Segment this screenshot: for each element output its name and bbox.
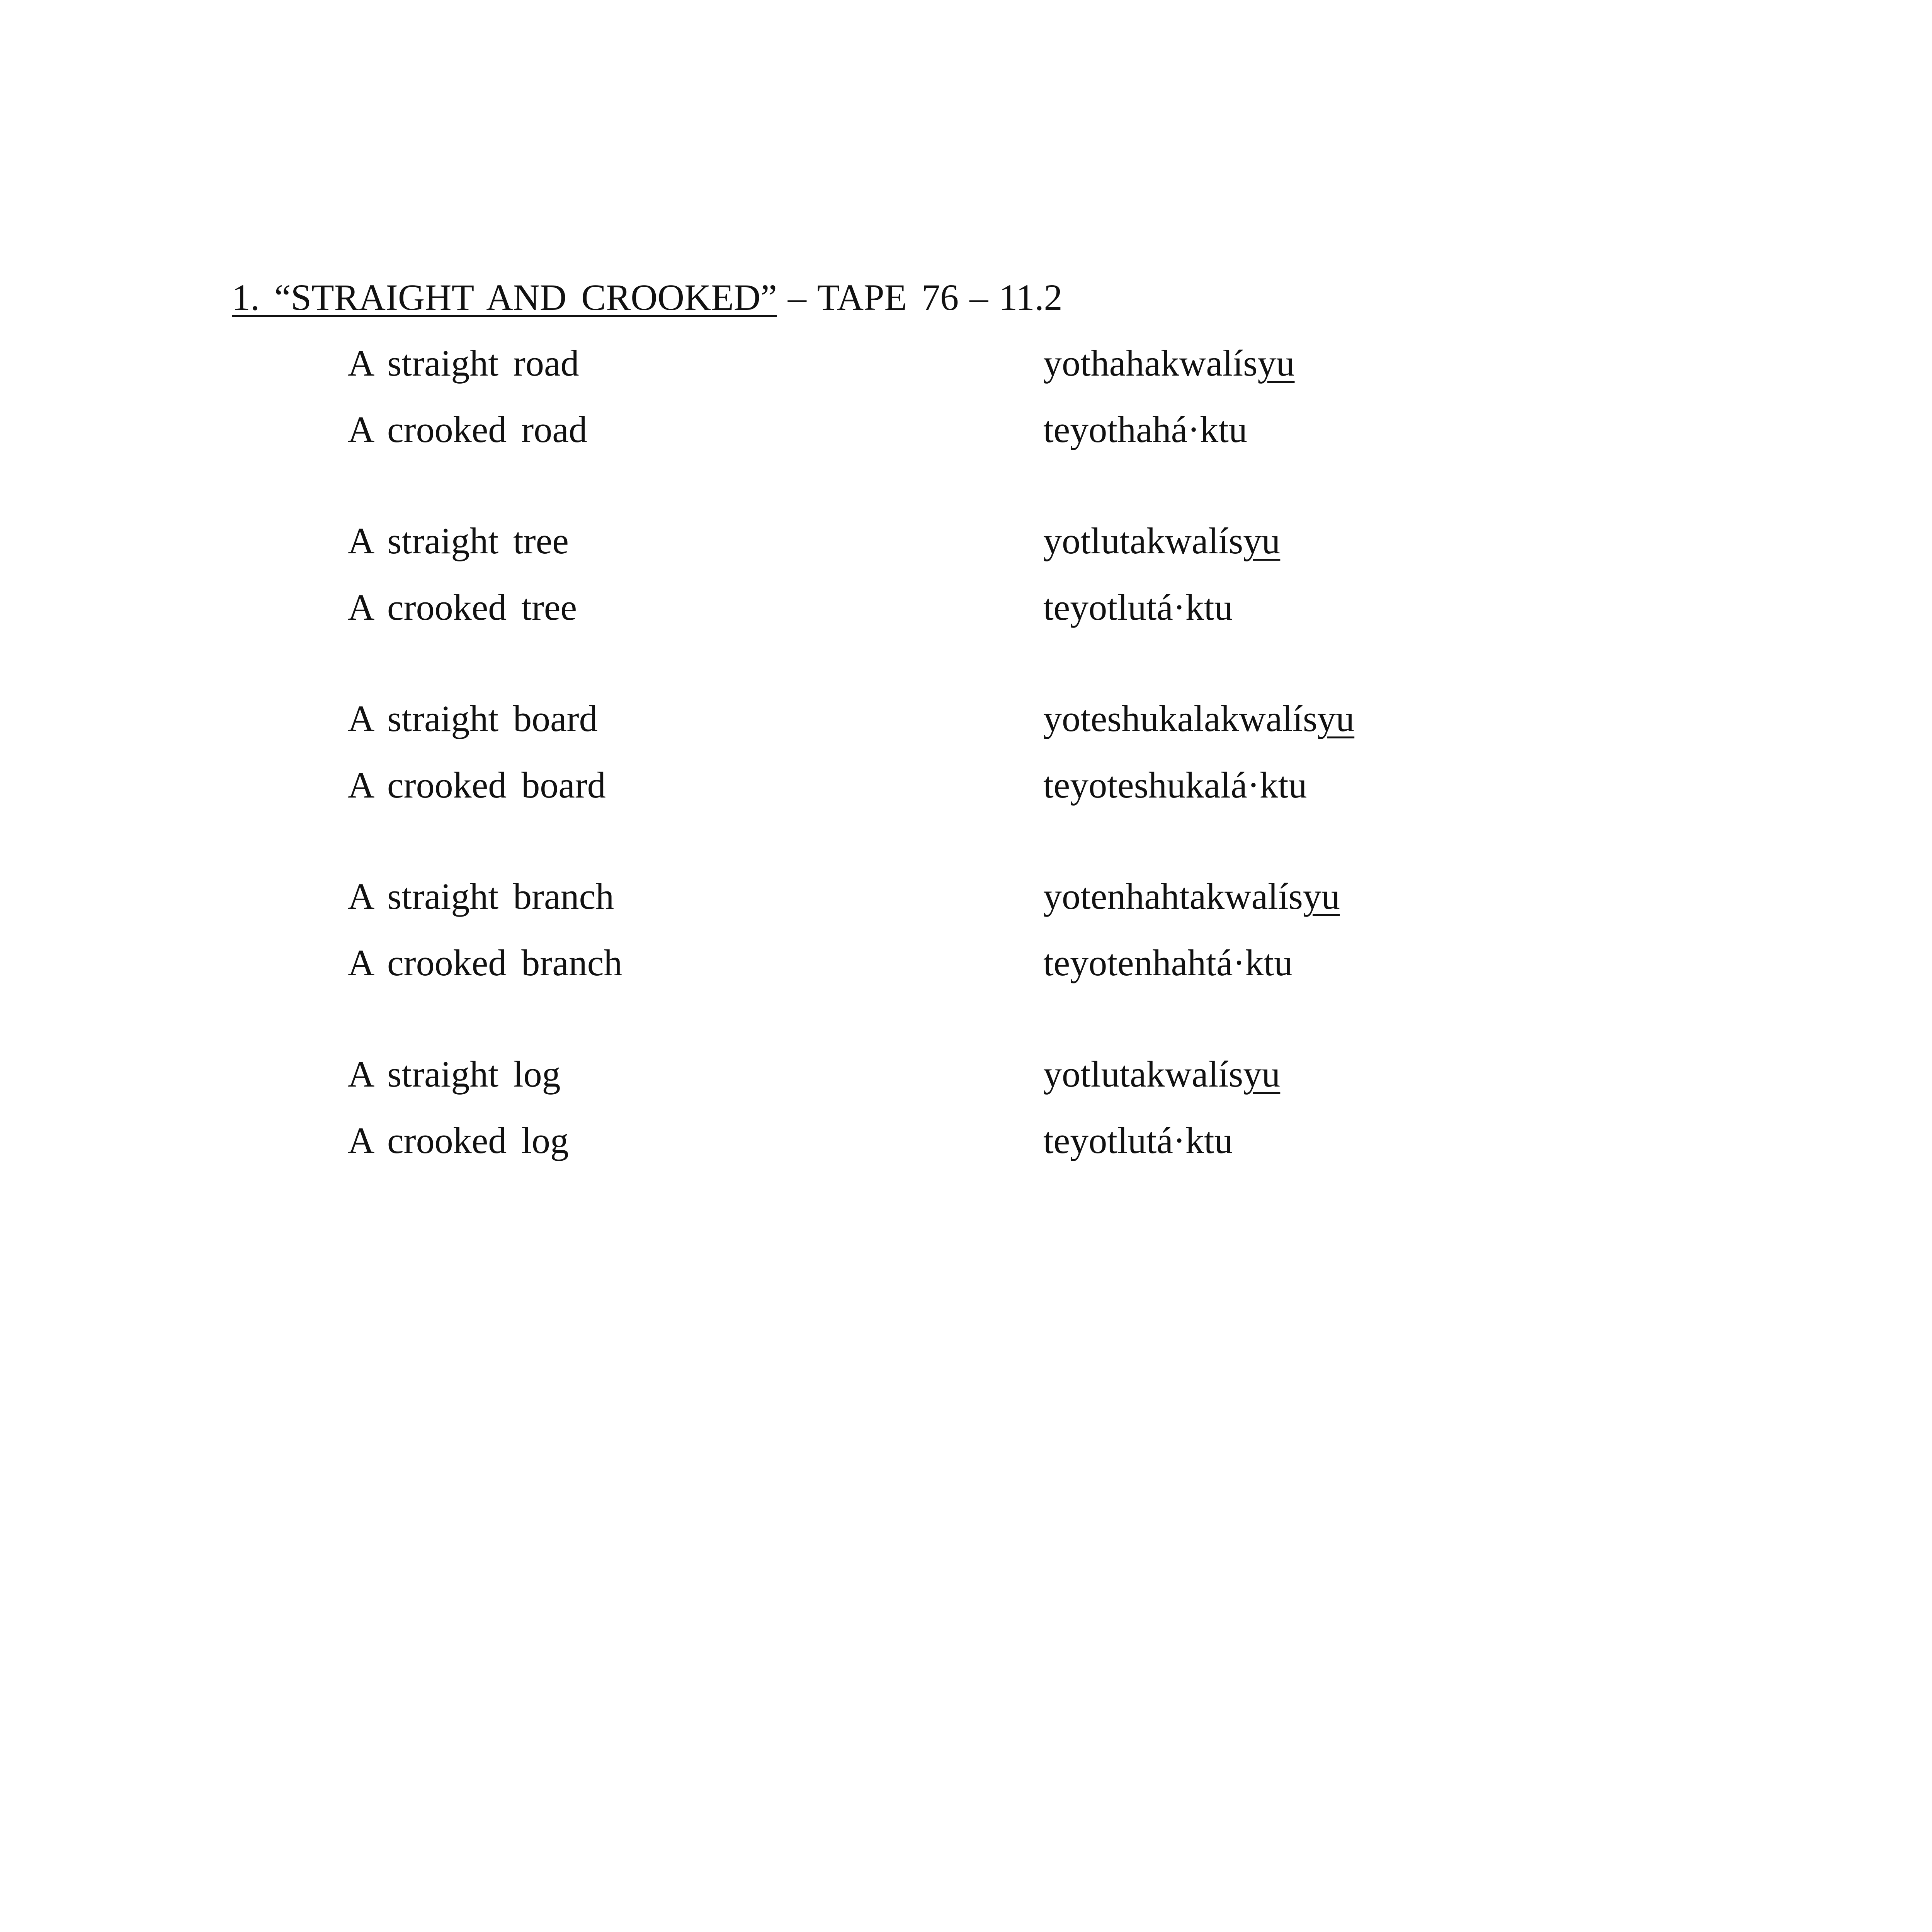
english-phrase: A crooked road bbox=[348, 409, 587, 450]
english-phrase: A straight log bbox=[348, 1053, 561, 1095]
vocabulary-row bbox=[0, 582, 1932, 633]
english-phrase: A straight tree bbox=[348, 520, 569, 561]
native-word: teyotenhahtá·ktu bbox=[1043, 942, 1293, 983]
vocabulary-row bbox=[0, 871, 1932, 922]
english-phrase: A straight board bbox=[348, 698, 598, 739]
vocabulary-row bbox=[0, 938, 1932, 988]
native-word: yotlutakwalísyu bbox=[1043, 520, 1281, 561]
vocabulary-row bbox=[0, 405, 1932, 455]
vocabulary-row bbox=[0, 516, 1932, 566]
vocabulary-row bbox=[0, 338, 1932, 388]
native-word: teyoteshukalá·ktu bbox=[1043, 764, 1307, 806]
vocabulary-row bbox=[0, 694, 1932, 744]
english-phrase: A crooked branch bbox=[348, 942, 622, 983]
native-word: yoteshukalakwalísyu bbox=[1043, 698, 1355, 739]
native-word: teyothahá·ktu bbox=[1043, 409, 1247, 450]
native-word: yotlutakwalísyu bbox=[1043, 1053, 1281, 1095]
underlined-suffix: yu bbox=[1243, 1053, 1281, 1095]
underlined-suffix: yu bbox=[1243, 520, 1281, 561]
english-phrase: A straight branch bbox=[348, 876, 614, 917]
english-phrase: A crooked log bbox=[348, 1120, 569, 1161]
native-word: teyotlutá·ktu bbox=[1043, 1120, 1233, 1161]
vocabulary-row bbox=[0, 1116, 1932, 1166]
english-phrase: A crooked tree bbox=[348, 587, 577, 628]
underlined-suffix: yu bbox=[1257, 342, 1295, 384]
section-title: 1. “STRAIGHT AND CROOKED” bbox=[232, 277, 777, 318]
native-word: teyotlutá·ktu bbox=[1043, 587, 1233, 628]
heading-dash: – bbox=[787, 277, 806, 318]
tape-number: 11.2 bbox=[999, 277, 1063, 318]
underlined-suffix: yu bbox=[1303, 876, 1340, 917]
tape-label: TAPE 76 bbox=[817, 277, 959, 318]
native-word: yotenhahtakwalísyu bbox=[1043, 876, 1340, 917]
underlined-suffix: yu bbox=[1317, 698, 1355, 739]
native-word: yothahakwalísyu bbox=[1043, 342, 1295, 384]
vocabulary-row bbox=[0, 1049, 1932, 1099]
english-phrase: A crooked board bbox=[348, 764, 606, 806]
vocabulary-row bbox=[0, 760, 1932, 810]
heading-dash: – bbox=[969, 277, 988, 318]
english-phrase: A straight road bbox=[348, 342, 579, 384]
section-heading bbox=[232, 272, 1063, 323]
